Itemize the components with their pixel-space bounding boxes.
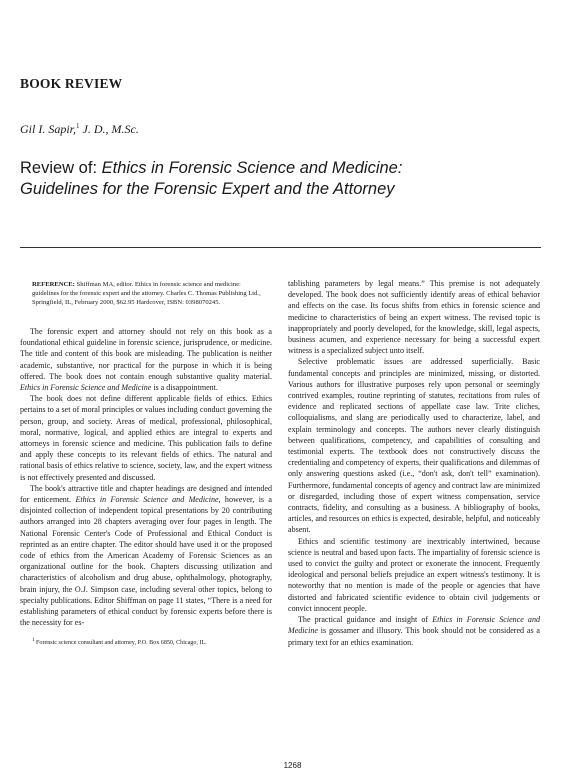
author-footnote-marker: 1: [76, 122, 80, 130]
right-p4-text-b: is gossamer and illusory. This book should not be considered as a primary text for an ethics examination.: [288, 626, 540, 647]
footnote-marker: 1: [32, 638, 35, 644]
title-divider: [20, 247, 541, 248]
left-p3-text-b: however, is a disjointed collection of independent topical presentations by 20 contributing authors arranged into 28 chapters averaging over four pages in length. The National Forensic Center's Code of Professional and Ethical Conduct is reprinted as an entire chapter. The editor should have used it or the proposed code of ethics from the American Academy of Forensic Sciences as an organizational outline for the book. Chapters discussing utilization and characteristics of alcoholism and drug abuse, ophthalmology, photography, brain injury, the O.J. Simpson case, including several other topics, belong to specialty publications. Editor Shiffman on page 11 states, “There is a need for establishing parameters of ethical conduct by forensic experts before there is the necessity for es-: [20, 495, 273, 628]
title-book-name: Ethics in Forensic Science and Medicine: Guidelines for the Forensic Expert and the Attorney: [20, 159, 403, 198]
title-prefix: Review of:: [20, 159, 102, 177]
left-p3-text-a: The book's attractive title and chapter headings are designed and intended for enticement.: [20, 483, 272, 505]
right-column: [288, 278, 540, 648]
left-paragraph-2: The book does not define different applicable fields of ethics. Ethics pertains to a set of moral principles or values including conduct governing the person, group, and society. Areas of medical, professional, philosophical, moral, normative, logical, and applied ethics are integral to experts and attorneys in forensic science and medicine. This publication fails to define and apply these concepts to its relevant fields of ethics. The natural and rational basis of ethics relative to science, society, law, and the expert witness is not effectively presented and discussed.: [20, 394, 272, 482]
footnote-text: Forensic science consultant and attorney, P.O. Box 6850, Chicago, IL.: [34, 640, 207, 647]
right-paragraph-2: Selective problematic issues are addressed superficially. Basic fundamental concepts and principles are minimized, missing, or distorted. Various authors for illustrative purposes rely upon personal or seemingly contrived examples, routine reprinting of statutes, recitations from rules of evidence and replicated sections of appellate case law. Trite cliches, colloquialisms, and slang are periodically used to characterize, label, and explain terminology and concepts. The authors never clearly distinguish between qualifications, competency, and capabilities of consulting and testimonial experts. The textbook does not constructively discuss the credentialing and competency of experts, their qualifications and dilemmas of only answering questions asked (i.e., “don't ask, don't tell” examination). Furthermore, fundamental concepts of agency and contract law are minimized or disregarded, including those of expert witness compensation, service contracts, fidelity, and consulting as a business. A bibliography of books, articles, and resources on ethics is expected, desirable, helpful, and noticeably absent.: [288, 357, 540, 535]
author-name: Gil I. Sapir,: [20, 122, 77, 136]
right-p4-book-title: Ethics in Forensic Science and Medicine: [288, 615, 540, 636]
author-line: [20, 122, 139, 137]
left-column: [20, 278, 272, 648]
left-p1-book-title: Ethics in Forensic Science and Medicine: [20, 383, 152, 393]
left-paragraph-1: [20, 326, 272, 393]
author-degrees: J. D., M.Sc.: [79, 122, 139, 136]
page-number: 1268: [283, 761, 302, 770]
reference-block: [32, 280, 262, 307]
reference-text: Shiffman MA, editor. Ethics in forensic science and medicine: guidelines for the forensic expert and the attorney. Charles C. Thomas Publishing Ltd., Springfield, IL, February 2000, $62.95 Hardcover, ISBN: 0398070245.: [32, 281, 261, 306]
right-paragraph-3: Ethics and scientific testimony are inextricably intertwined, because science is neutral and based upon facts. The impartiality of forensic science is used to convict the guilty and protect or exonerate the innocent. Frequently ideological and personal beliefs prejudice an expert witness's testimony. It is noteworthy that no mention is made of the people or agencies that have distorted and fabricated scientific evidence to obtain civil judgements or convict innocent people.: [288, 536, 540, 613]
section-label: BOOK REVIEW: [20, 76, 123, 91]
left-paragraph-3: [20, 483, 272, 629]
left-p1-text-b: is a disappointment.: [151, 383, 218, 393]
reference-label: REFERENCE:: [32, 281, 75, 288]
footnote: [32, 637, 272, 647]
right-paragraph-4: [288, 614, 540, 648]
left-p3-book-title: Ethics in Forensic Science and Medicine,: [75, 495, 221, 505]
right-paragraph-1: tablishing parameters by legal means.” This premise is not adequately developed. The book does not sufficiently identify areas of ethical behavior and effects on the case. Its focus shifts from ethics in forensic science and medicine to characteristics of being an expert witness. The revised topic is inappropriately and poorly developed, for the knowledge, skill, legal aspects, business acumen, and experience necessary for being a successful expert witness is a specialized subject unto itself.: [288, 279, 540, 356]
review-title: [20, 158, 440, 200]
right-p4-text-a: The practical guidance and insight of: [298, 615, 433, 625]
left-p1-text-a: The forensic expert and attorney should not rely on this book as a foundational ethical guideline in forensic science, jurisprudence, or medicine. The title and content of this book are misleading. The publication is neither academic, substantive, nor practical for the purpose in which it is being offered. The book does not contain enough substantive quality material.: [20, 327, 272, 381]
